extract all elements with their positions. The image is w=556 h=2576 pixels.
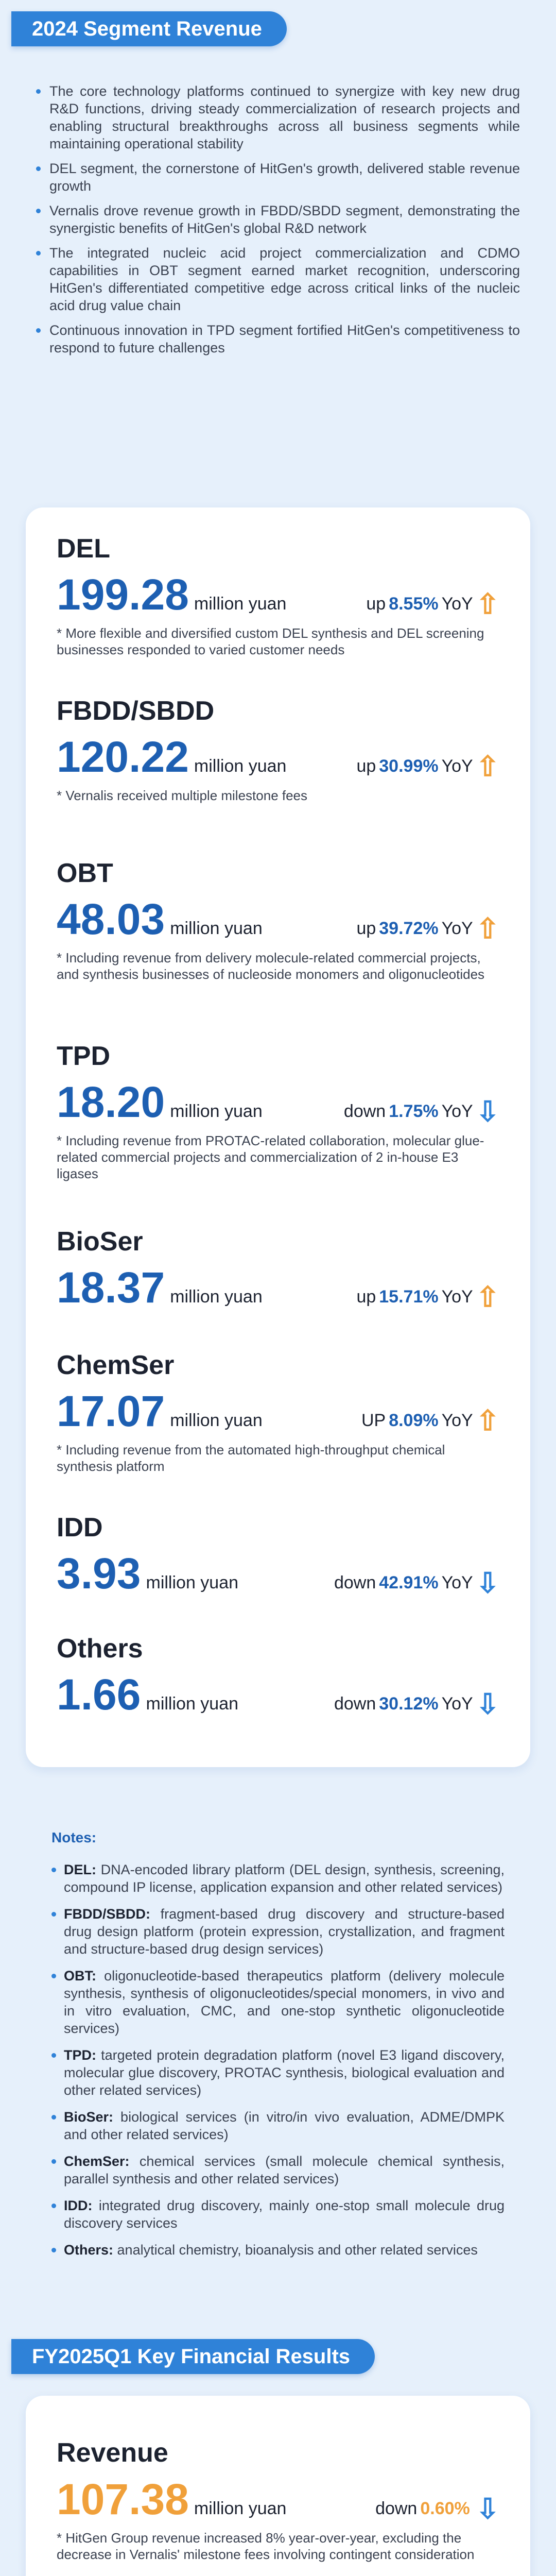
- note-term: DEL:: [64, 1862, 96, 1877]
- change-direction: down: [334, 1573, 376, 1592]
- note-text: chemical services (small molecule chemical synthesis, parallel synthesis and other related services): [64, 2154, 505, 2187]
- segment-name: DEL: [57, 534, 110, 564]
- arrow-up-icon: ⇧: [476, 1405, 499, 1436]
- fin-name: Revenue: [57, 2438, 168, 2468]
- segment-others: [57, 1633, 499, 1718]
- fin-note: * HitGen Group revenue increased 8% year-over-year, excluding the decrease in Vernalis' milestone fees involving contingent consideration: [57, 2530, 475, 2562]
- note-term: ChemSer:: [64, 2154, 130, 2169]
- change-yoy: YoY: [441, 1101, 473, 1121]
- change-yoy: YoY: [441, 1573, 473, 1592]
- note-text: integrated drug discovery, mainly one-stop small molecule drug discovery services: [64, 2198, 505, 2231]
- segment-change: [366, 588, 499, 620]
- change-yoy: YoY: [441, 1287, 473, 1307]
- intro-list: [36, 82, 520, 364]
- segment-unit: million yuan: [170, 1411, 263, 1430]
- change-direction: down: [375, 2499, 418, 2518]
- segment-note: * Vernalis received multiple milestone fees: [57, 788, 308, 803]
- segment-value: 18.20: [57, 1078, 165, 1126]
- segment-unit: million yuan: [170, 1101, 263, 1121]
- segment-name: BioSer: [57, 1227, 143, 1257]
- segment-name: FBDD/SBDD: [57, 696, 215, 726]
- intro-item: The integrated nucleic acid project commercialization and CDMO capabilities in OBT segment earned market recognition, underscoring HitGen's differentiated competitive edge across critical links of the nucleic acid drug value chain: [36, 244, 520, 314]
- intro-item: Continuous innovation in TPD segment fortified HitGen's competitiveness to respond to future challenges: [36, 321, 520, 357]
- fin-value: 107.38: [57, 2475, 189, 2523]
- change-direction: up: [366, 594, 386, 614]
- segment-value: 17.07: [57, 1387, 165, 1435]
- fin-revenue: [57, 2437, 499, 2563]
- segment-name: IDD: [57, 1513, 103, 1543]
- note-text: fragment-based drug discovery and structure-based drug design platform (protein expression, crystallization, and fragment and structure-based drug design services): [64, 1906, 505, 1957]
- change-percent: 42.91%: [379, 1573, 439, 1592]
- intro-item: DEL segment, the cornerstone of HitGen's growth, delivered stable revenue growth: [36, 160, 520, 195]
- segment-change: [361, 1405, 499, 1436]
- change-percent: 30.99%: [379, 756, 439, 776]
- note-text: biological services (in vitro/in vivo evaluation, ADME/DMPK and other related services): [64, 2109, 505, 2142]
- note-term: IDD:: [64, 2198, 93, 2213]
- change-yoy: YoY: [441, 594, 473, 614]
- intro-item: Vernalis drove revenue growth in FBDD/SBDD segment, demonstrating the synergistic benefits of HitGen's global R&D network: [36, 202, 520, 237]
- segment-chemser: [57, 1350, 499, 1475]
- segment-value: 199.28: [57, 570, 189, 619]
- arrow-down-icon: ⇩: [476, 2493, 499, 2524]
- note-term: FBDD/SBDD:: [64, 1906, 150, 1922]
- note-term: OBT:: [64, 1968, 96, 1984]
- note-item: [51, 2241, 505, 2259]
- notes-section: [51, 1829, 505, 2268]
- note-text: targeted protein degradation platform (novel E3 ligand discovery, molecular glue discovery, PROTAC synthesis, biological evaluation and other related services): [64, 2047, 505, 2098]
- fin-unit: million yuan: [194, 2499, 287, 2518]
- segment-name: Others: [57, 1634, 143, 1664]
- segment-value: 120.22: [57, 733, 189, 781]
- change-yoy: YoY: [441, 1411, 473, 1430]
- segment-change: [356, 1281, 499, 1313]
- change-percent: 30.12%: [379, 1694, 439, 1714]
- note-text: oligonucleotide-based therapeutics platform (delivery molecule synthesis, synthesis of oligonucleotides/special monomers, in vivo and in vitro evaluation, CMC, and one-stop synthetic oligonucleotide services): [64, 1968, 505, 2036]
- note-item: [51, 2197, 505, 2232]
- arrow-up-icon: ⇧: [476, 751, 499, 782]
- change-yoy: YoY: [441, 1694, 473, 1714]
- note-item: [51, 1905, 505, 1958]
- change-direction: up: [356, 756, 376, 776]
- segment-bioser: [57, 1226, 499, 1311]
- fin-change: [375, 2493, 499, 2524]
- change-direction: UP: [361, 1411, 386, 1430]
- change-percent: 39.72%: [379, 919, 439, 938]
- arrow-down-icon: ⇩: [476, 1096, 499, 1127]
- segment-unit: million yuan: [170, 919, 263, 938]
- note-term: BioSer:: [64, 2109, 114, 2125]
- segment-name: TPD: [57, 1041, 110, 1071]
- segment-change: [334, 1688, 499, 1720]
- segment-change: [343, 1096, 499, 1127]
- change-percent: 1.75%: [389, 1101, 439, 1121]
- note-item: [51, 1861, 505, 1896]
- change-percent: 0.60%: [420, 2499, 470, 2518]
- note-item: [51, 2046, 505, 2099]
- change-direction: down: [343, 1101, 386, 1121]
- segment-value: 3.93: [57, 1549, 141, 1598]
- segment-value: 18.37: [57, 1263, 165, 1312]
- arrow-up-icon: ⇧: [476, 588, 499, 620]
- segment-value: 48.03: [57, 895, 165, 943]
- note-item: [51, 2153, 505, 2188]
- arrow-up-icon: ⇧: [476, 913, 499, 944]
- note-text: analytical chemistry, bioanalysis and other related services: [113, 2242, 478, 2258]
- change-direction: up: [356, 919, 376, 938]
- segment-unit: million yuan: [194, 756, 287, 776]
- segment-unit: million yuan: [146, 1573, 239, 1592]
- section-title-segment-revenue: 2024 Segment Revenue: [11, 11, 287, 46]
- change-percent: 8.55%: [389, 594, 439, 614]
- change-yoy: YoY: [441, 919, 473, 938]
- note-item: [51, 1967, 505, 2037]
- note-text: DNA-encoded library platform (DEL design, synthesis, screening, compound IP license, application expansion and other related services): [64, 1862, 505, 1895]
- change-direction: up: [356, 1287, 376, 1307]
- change-percent: 15.71%: [379, 1287, 439, 1307]
- segment-del: [57, 533, 499, 658]
- segment-unit: million yuan: [194, 594, 287, 614]
- segment-change: [334, 1567, 499, 1599]
- note-item: [51, 2108, 505, 2143]
- segment-name: ChemSer: [57, 1350, 175, 1380]
- segment-tpd: [57, 1041, 499, 1182]
- segment-note: * Including revenue from delivery molecule-related commercial projects, and synthesis businesses of nucleoside monomers and oligonucleotides: [57, 950, 485, 982]
- segment-note: * Including revenue from PROTAC-related collaboration, molecular glue-related commercial projects and commercialization of 2 in-house E3 ligases: [57, 1133, 484, 1181]
- arrow-up-icon: ⇧: [476, 1281, 499, 1313]
- segment-note: * Including revenue from the automated high-throughput chemical synthesis platform: [57, 1442, 445, 1474]
- change-percent: 8.09%: [389, 1411, 439, 1430]
- segment-idd: [57, 1512, 499, 1597]
- segment-obt: [57, 858, 499, 982]
- change-yoy: YoY: [441, 756, 473, 776]
- segment-change: [356, 751, 499, 782]
- segment-unit: million yuan: [146, 1694, 239, 1714]
- segment-change: [356, 913, 499, 944]
- segment-name: OBT: [57, 858, 113, 888]
- segment-note: * More flexible and diversified custom DEL synthesis and DEL screening businesses responded to varied customer needs: [57, 625, 484, 657]
- note-term: Others:: [64, 2242, 114, 2258]
- notes-title: Notes:: [51, 1829, 97, 1845]
- intro-item: The core technology platforms continued to synergize with key new drug R&D functions, driving steady commercialization of research projects and enabling structural breakthroughs across all business segments while maintaining operational stability: [36, 82, 520, 152]
- segment-fbdd-sbdd: [57, 696, 499, 804]
- segment-value: 1.66: [57, 1670, 141, 1719]
- arrow-down-icon: ⇩: [476, 1567, 499, 1599]
- note-term: TPD:: [64, 2047, 96, 2063]
- segment-unit: million yuan: [170, 1287, 263, 1307]
- section-title-financial: FY2025Q1 Key Financial Results: [11, 2339, 375, 2374]
- change-direction: down: [334, 1694, 376, 1714]
- arrow-down-icon: ⇩: [476, 1688, 499, 1720]
